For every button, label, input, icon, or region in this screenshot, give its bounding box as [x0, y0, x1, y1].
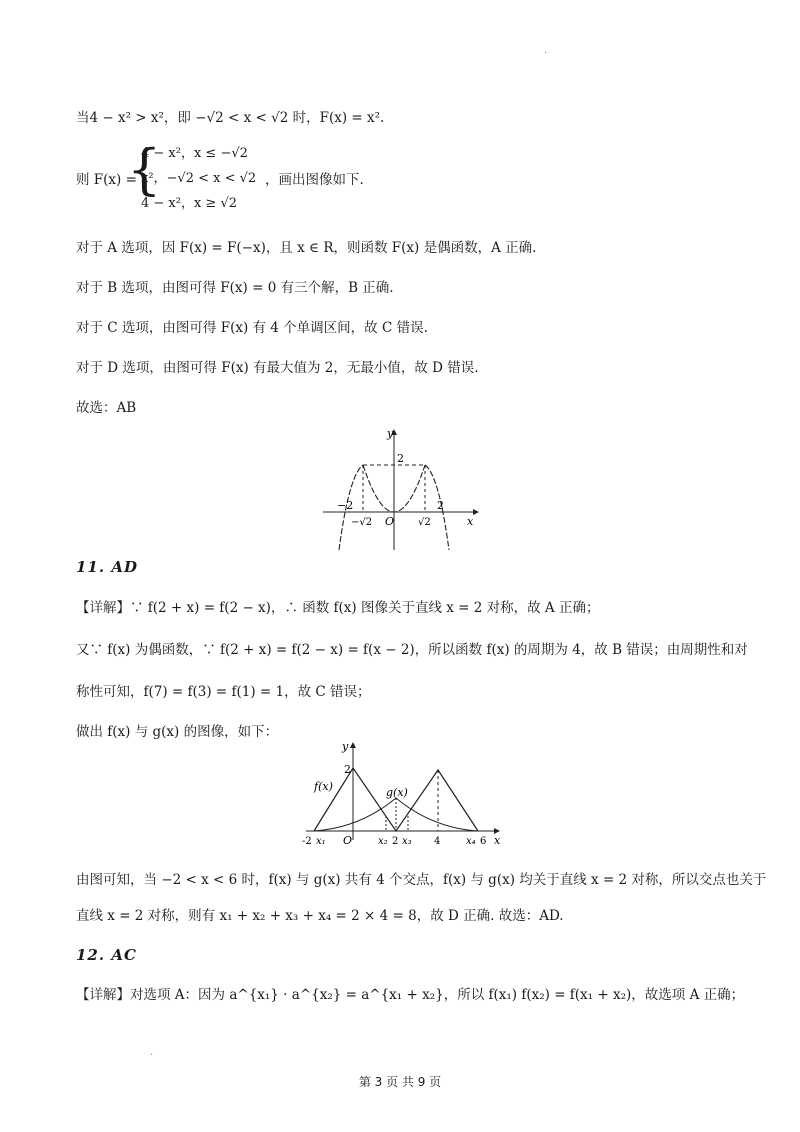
figure-1-x-label: x: [467, 515, 474, 528]
figure-1-pos-sqrt2-label: √2: [418, 517, 431, 528]
piecewise-case-1: 4 − x²，x ≤ −√2: [141, 146, 248, 161]
figure-2-origin-label: O: [343, 834, 353, 847]
figure-2-tick-6: 6: [480, 836, 487, 847]
figure-1-neg-two-label: −2: [337, 499, 354, 512]
text-line-option-c: 对于 C 选项，由图可得 F(x) 有 4 个单调区间，故 C 错误.: [76, 320, 428, 336]
figure-2-tick-2: 2: [392, 836, 399, 847]
figure-2-g-curve-right: [396, 798, 478, 831]
figure-2-tick-x4: x₄: [466, 836, 476, 847]
figure-1-neg-sqrt2-label: −√2: [351, 517, 373, 528]
figure-2-tick-x1: x₁: [316, 836, 326, 847]
figure-2-tick-x3: x₃: [402, 836, 412, 847]
piecewise-suffix: ，画出图像如下.: [265, 172, 364, 188]
figure-2-x-label: x: [494, 834, 501, 847]
figure-1-graph: [315, 425, 485, 553]
text-line-11-5: 由图可知，当 −2 < x < 6 时，f(x) 与 g(x) 共有 4 个交点，f(x) 与 g(x) 均关于直线 x = 2 对称，所以交点也关于: [76, 872, 767, 888]
figure-2-f-label: f(x): [314, 780, 333, 793]
text-line-11-2: 又∵ f(x) 为偶函数，∵ f(2 + x) = f(2 − x) = f(x − 2)，所以函数 f(x) 的周期为 4，故 B 错误；由周期性和对: [76, 642, 748, 658]
figure-1-y-label: y: [387, 427, 394, 440]
piecewise-brace: {: [127, 138, 162, 201]
figure-2-y-arrow: [350, 742, 356, 748]
figure-1-pos-two-label: 2: [437, 499, 444, 512]
piecewise-case-2: x²，−√2 < x < √2: [141, 171, 257, 186]
figure-2-g-label: g(x): [386, 786, 408, 799]
figure-2-y-label: y: [342, 740, 349, 753]
figure-2-max-label: 2: [344, 763, 351, 776]
text-line-11-1: 【详解】∵ f(2 + x) = f(2 − x)，∴ 函数 f(x) 图像关于直线 x = 2 对称，故 A 正确；: [76, 600, 600, 616]
piecewise-case-3: 4 − x²，x ≥ √2: [141, 196, 238, 211]
text-line-option-b: 对于 B 选项，由图可得 F(x) = 0 有三个解，B 正确.: [76, 280, 394, 296]
decorative-dot: ·: [544, 48, 548, 59]
figure-2-tick-neg2: -2: [302, 836, 312, 847]
figure-2-tick-4: 4: [434, 836, 441, 847]
answer-heading-11: 11. AD: [76, 558, 138, 576]
figure-1-x-arrow: [473, 509, 479, 515]
figure-2-tick-x2: x₂: [378, 836, 388, 847]
text-line-11-3: 称性可知，f(7) = f(3) = f(1) = 1，故 C 错误；: [76, 684, 371, 700]
text-line-11-6: 直线 x = 2 对称，则有 x₁ + x₂ + x₃ + x₄ = 2 × 4 = 8，故 D 正确. 故选：AD.: [76, 908, 564, 924]
answer-line-10: 故选：AB: [76, 400, 137, 416]
page-footer: 第 3 页 共 9 页: [358, 1075, 442, 1089]
figure-1-origin-label: O: [385, 515, 395, 528]
piecewise-prefix: 则 F(x) =: [76, 172, 137, 188]
decorative-dot-bottom: ·: [150, 1050, 154, 1061]
text-line-option-a: 对于 A 选项，因 F(x) = F(−x)，且 x ∈ R，则函数 F(x) 是偶函数，A 正确.: [76, 240, 537, 256]
text-line-1: 当4 − x² > x²，即 −√2 < x < √2 时，F(x) = x².: [76, 110, 385, 126]
text-line-11-4: 做出 f(x) 与 g(x) 的图像，如下：: [76, 724, 279, 740]
figure-1-max-label: 2: [397, 452, 404, 465]
text-line-12-1: 【详解】对选项 A：因为 a^{x₁} · a^{x₂} = a^{x₁ + x₂}，所以 f(x₁) f(x₂) = f(x₁ + x₂)，故选项 A 正确；: [76, 987, 745, 1003]
figure-2-g-curve-left: [314, 798, 396, 831]
figure-2-graph: [300, 738, 505, 858]
answer-heading-12: 12. AC: [76, 946, 137, 964]
text-line-option-d: 对于 D 选项，由图可得 F(x) 有最大值为 2，无最小值，故 D 错误.: [76, 360, 479, 376]
